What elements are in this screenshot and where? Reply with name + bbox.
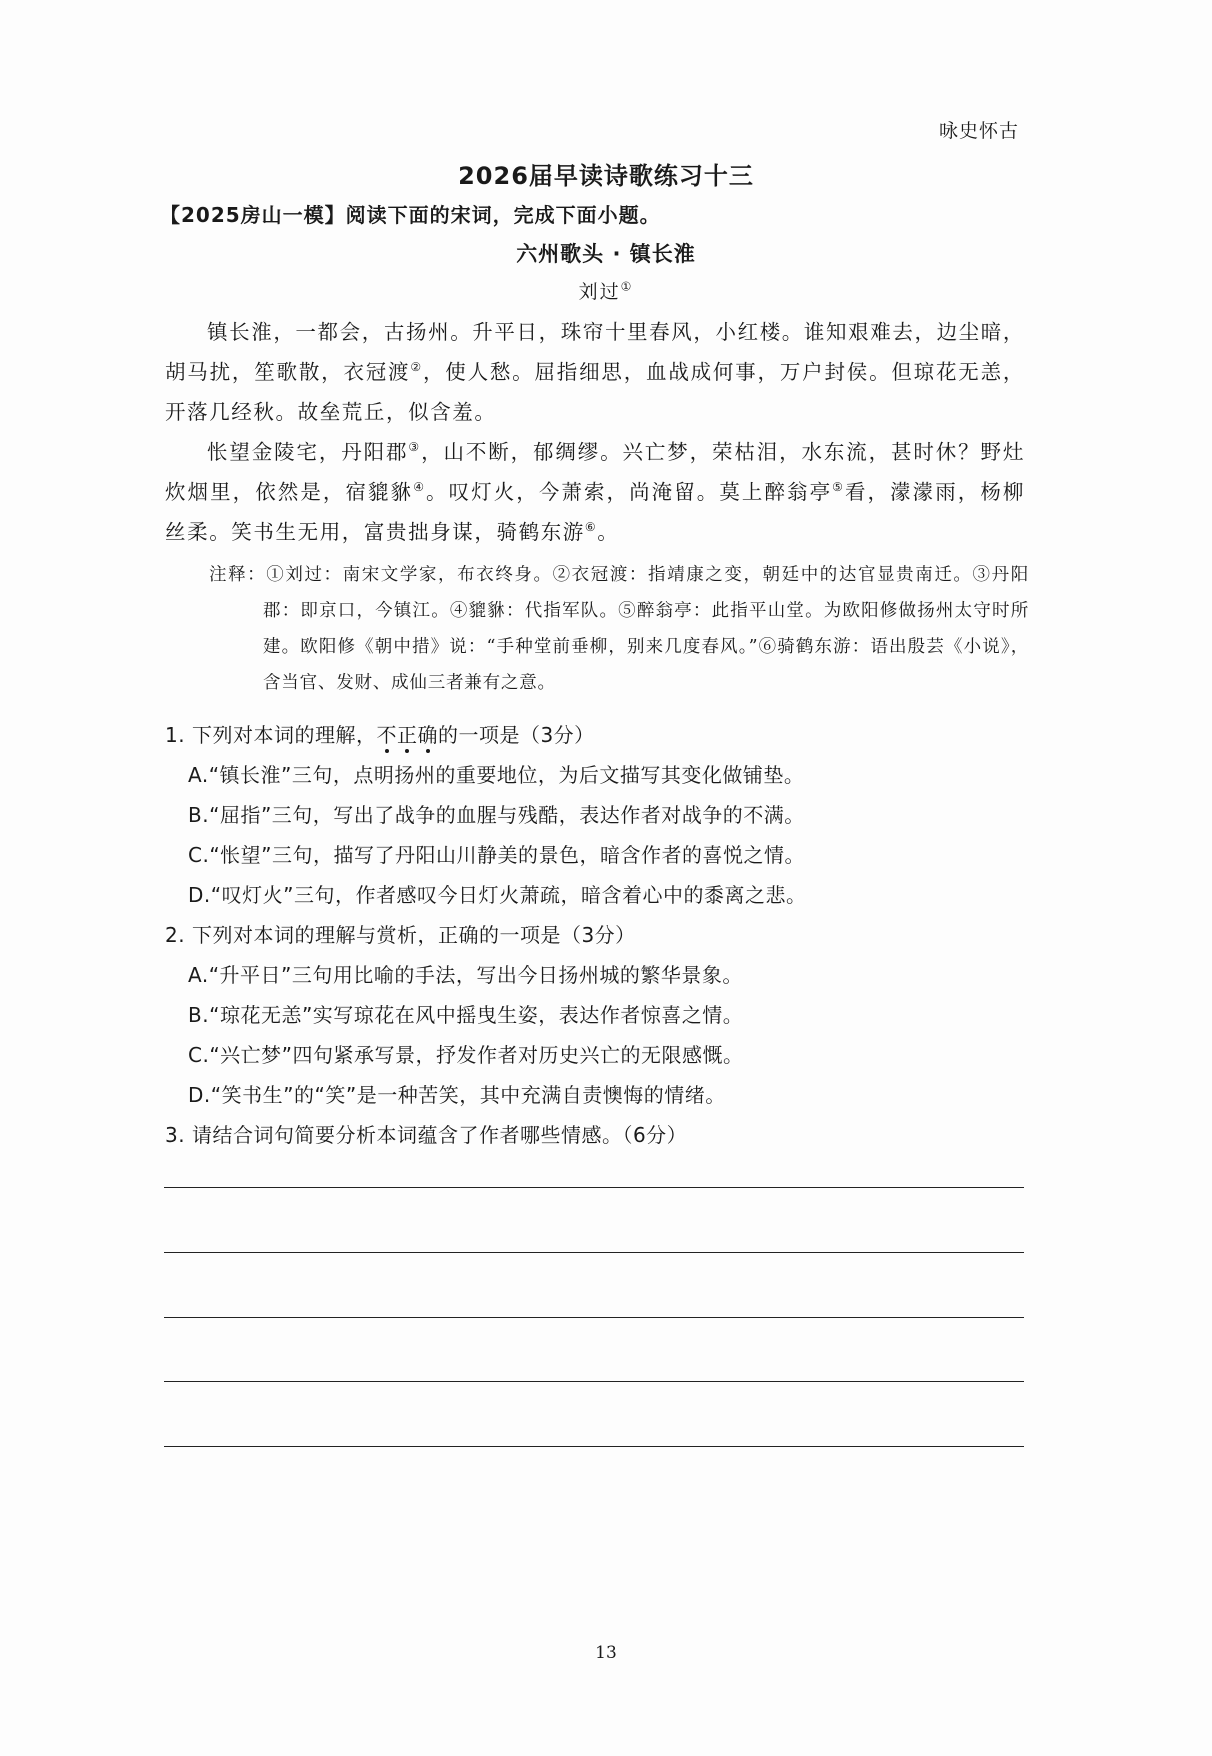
poem-author [0,277,1212,304]
stanza-2-text-d: 看，濛濛雨，杨柳丝柔。笑书生无用，富贵拙身谋，骑鹤东游 [165,480,1026,544]
annotations-text: 注释：①刘过：南宋文学家，布衣终身。②衣冠渡：指靖康之变，朝廷中的达官显贵南迁。③丹阳郡：即京口，今镇江。④貔貅：代指军队。⑤醉翁亭：此指平山堂。为欧阳修做扬州太守时所建。欧阳修《朝中措》说：“手种堂前垂柳，别来几度春风。”⑥骑鹤东游：语出殷芸《小说》，含当官、发财、成仙三者兼有之意。 [209,565,1029,693]
stanza-2-text-b: ，山不断，郁绸缪。兴亡梦，荣枯泪，水东流，甚时休？野灶炊烟里，依然是，宿貔貅 [165,440,1026,504]
q1-emphasis-char-1: 不 [376,719,397,748]
author-footnote-mark: ① [620,279,634,294]
q2-option-c: C.“兴亡梦”四句紧承写景，抒发作者对历史兴亡的无限感慨。 [188,1043,744,1067]
question-1-stem [165,719,595,748]
q1-emphasis-char-2: 正 [397,719,418,748]
q1-prefix: 1. 下列对本词的理解， [165,723,377,747]
answer-line-3[interactable] [164,1317,1024,1318]
poem-title: 六州歌头 · 镇长淮 [516,242,696,266]
answer-line-4[interactable] [164,1381,1024,1382]
page-title: 2026届早读诗歌练习十三 [458,162,754,190]
stanza-2-text-a: 怅望金陵宅，丹阳郡 [207,440,409,464]
stanza-2-text-e: 。 [597,520,620,544]
q1-suffix: 的一项是（3分） [437,723,595,747]
page-number: 13 [595,1643,617,1663]
author-name: 刘过 [578,281,621,303]
q2-option-a: A.“升平日”三句用比喻的手法，写出今日扬州城的繁华景象。 [188,963,743,987]
footnote-mark-2: ② [410,360,423,375]
stanza-1-text-a: 镇长淮，一都会，古扬州。升平日，珠帘十里春风，小红楼。谁知艰难去，边尘暗，胡马扰，笙歌散，衣冠渡 [165,320,1025,384]
poem-stanza-1 [165,312,1025,432]
question-2-stem: 2. 下列对本词的理解与赏析，正确的一项是（3分） [165,923,636,947]
stanza-2-text-c: 。叹灯火，今萧索，尚淹留。莫上醉翁亭 [426,480,833,504]
question-3-stem: 3. 请结合词句简要分析本词蕴含了作者哪些情感。（6分） [165,1123,688,1147]
q2-option-b: B.“琼花无恙”实写琼花在风中摇曳生姿，表达作者惊喜之情。 [188,1003,744,1027]
q1-option-b: B.“屈指”三句，写出了战争的血腥与残酷，表达作者对战争的不满。 [188,803,805,827]
q1-emphasis-char-3: 确 [417,719,438,748]
annotations-block [209,557,1029,701]
header-category-tag: 咏史怀古 [938,120,1019,142]
q2-option-d: D.“笑书生”的“笑”是一种苦笑，其中充满自责懊悔的情绪。 [188,1083,726,1107]
answer-line-1[interactable] [164,1187,1024,1188]
footnote-mark-3: ③ [408,440,422,455]
footnote-mark-4: ④ [413,480,427,495]
q1-option-a: A.“镇长淮”三句，点明扬州的重要地位，为后文描写其变化做铺垫。 [188,763,805,787]
stanza-1-text-b: ，使人愁。屈指细思，血战成何事，万户封侯。但琼花无恙，开落几经秋。故垒荒丘，似含羞。 [165,360,1026,424]
q1-option-c: C.“怅望”三句，描写了丹阳山川静美的景色，暗含作者的喜悦之情。 [188,843,806,867]
q1-option-d: D.“叹灯火”三句，作者感叹今日灯火萧疏，暗含着心中的黍离之悲。 [188,883,807,907]
instruction-text: 【2025房山一模】阅读下面的宋词，完成下面小题。 [160,203,661,227]
footnote-mark-6: ⑥ [584,520,598,535]
answer-line-2[interactable] [164,1252,1024,1253]
poem-stanza-2 [165,432,1025,552]
footnote-mark-5: ⑤ [832,480,845,495]
answer-line-5[interactable] [164,1446,1024,1447]
